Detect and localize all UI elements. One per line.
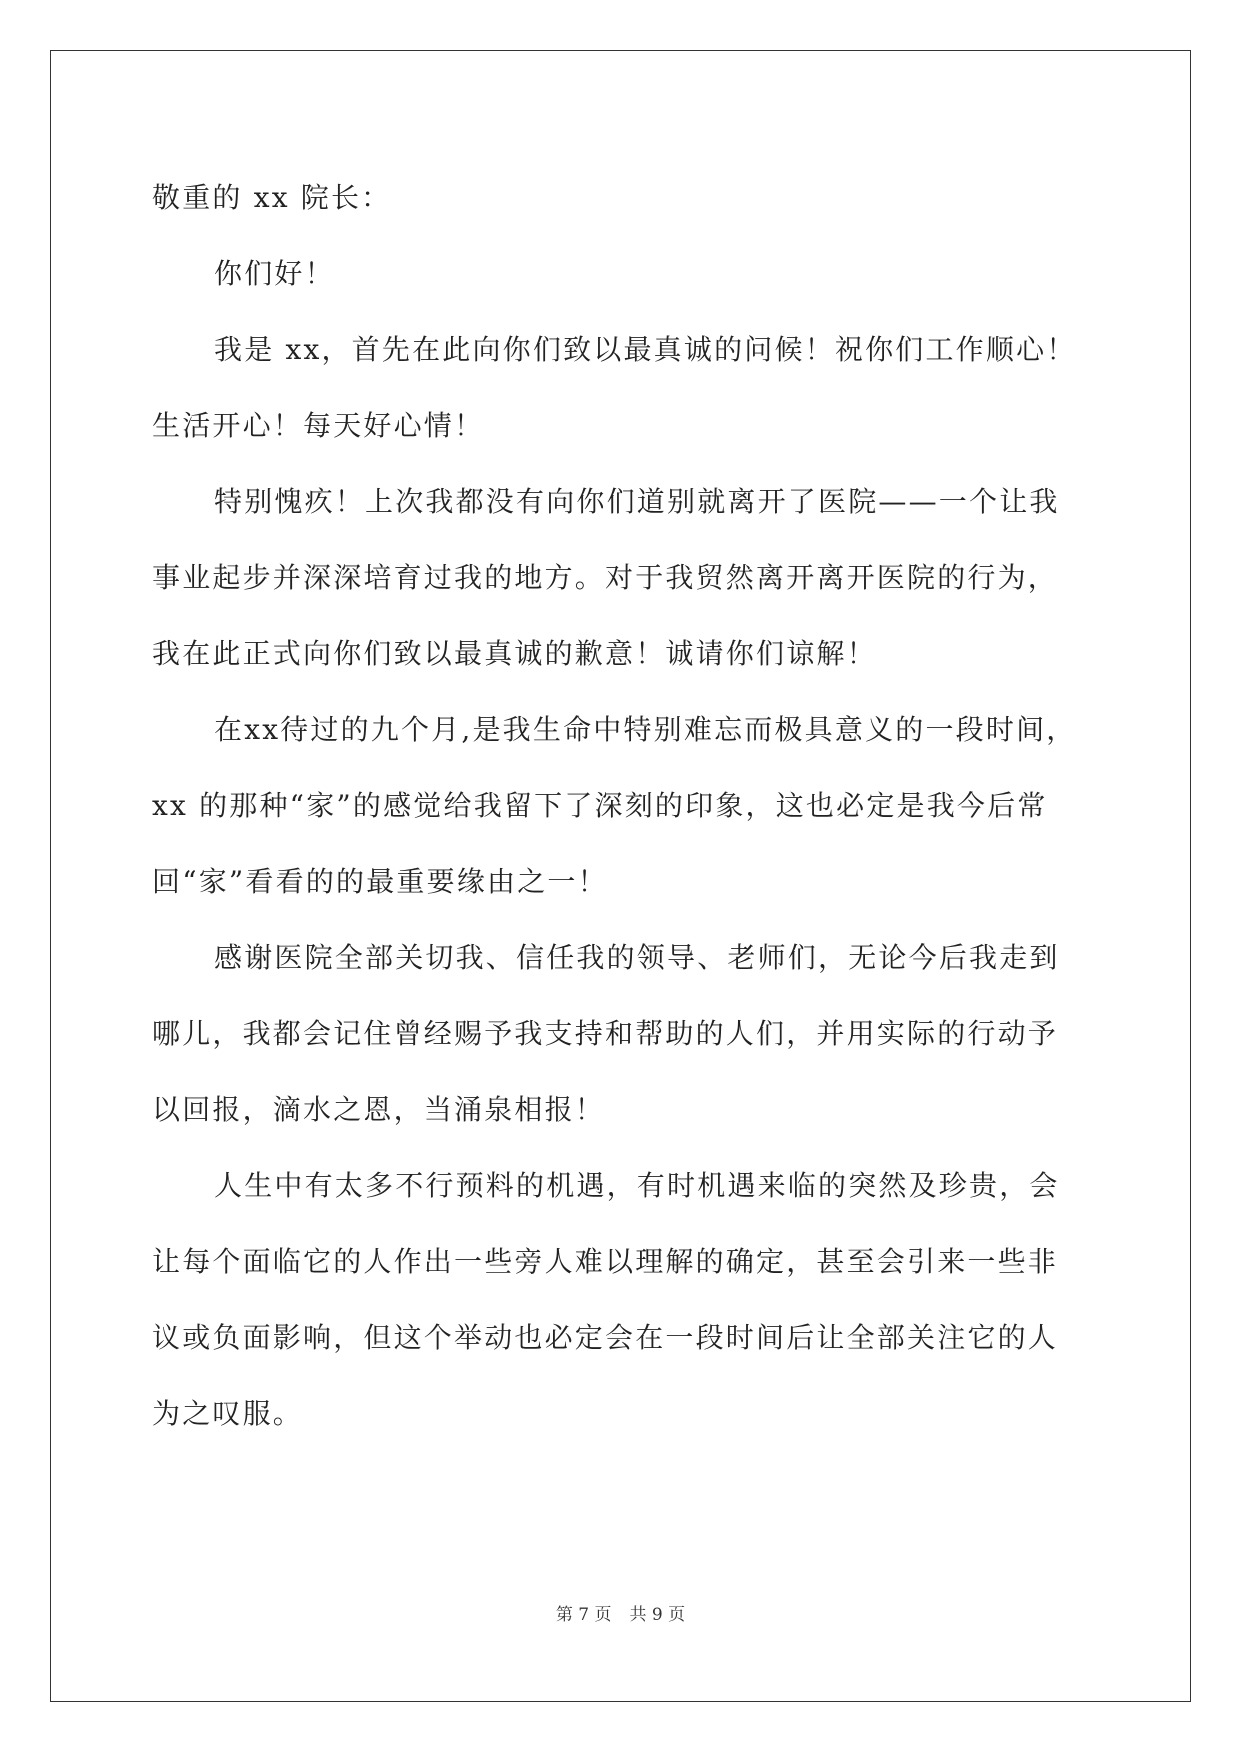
- text-line: 我在此正式向你们致以最真诚的歉意！诚请你们谅解！: [152, 637, 877, 670]
- text-line: 回“家”看看的的最重要缘由之一！: [152, 865, 608, 898]
- letter-body: [152, 160, 1092, 1452]
- text-line: 以回报，滴水之恩，当涌泉相报！: [152, 1093, 606, 1126]
- text-line: 哪儿，我都会记住曾经赐予我支持和帮助的人们，并用实际的行动予: [152, 1017, 1059, 1050]
- text-line: 感谢医院全部关切我、信任我的领导、老师们，无论今后我走到: [214, 941, 1060, 974]
- text-line: 议或负面影响，但这个举动也必定会在一段时间后让全部关注它的人: [152, 1321, 1059, 1354]
- text-line: 我是 xx，首先在此向你们致以最真诚的问候！祝你们工作顺心！: [214, 333, 1077, 366]
- text-line: 让每个面临它的人作出一些旁人难以理解的确定，甚至会引来一些非: [152, 1245, 1059, 1278]
- text-line: 事业起步并深深培育过我的地方。对于我贸然离开离开医院的行为，: [152, 561, 1059, 594]
- text-line: 生活开心！每天好心情！: [152, 409, 485, 442]
- page-footer: [0, 1600, 1241, 1625]
- text-line: 人生中有太多不行预料的机遇，有时机遇来临的突然及珍贵，会: [214, 1169, 1060, 1202]
- page-number-total: 共 9 页: [629, 1605, 686, 1625]
- page-number-current: 第 7 页: [555, 1605, 612, 1625]
- text-line: 为之叹服。: [152, 1397, 304, 1430]
- text-line: xx 的那种“家”的感觉给我留下了深刻的印象，这也必定是我今后常: [152, 789, 1048, 822]
- text-line: 在xx待过的九个月,是我生命中特别难忘而极具意义的一段时间，: [214, 713, 1077, 746]
- text-line: 特别愧疚！上次我都没有向你们道别就离开了医院——一个让我: [214, 485, 1060, 518]
- text-line: 你们好！: [214, 257, 335, 290]
- salutation: 敬重的 xx 院长：: [152, 181, 392, 214]
- letter-paragraphs: [152, 236, 1092, 1452]
